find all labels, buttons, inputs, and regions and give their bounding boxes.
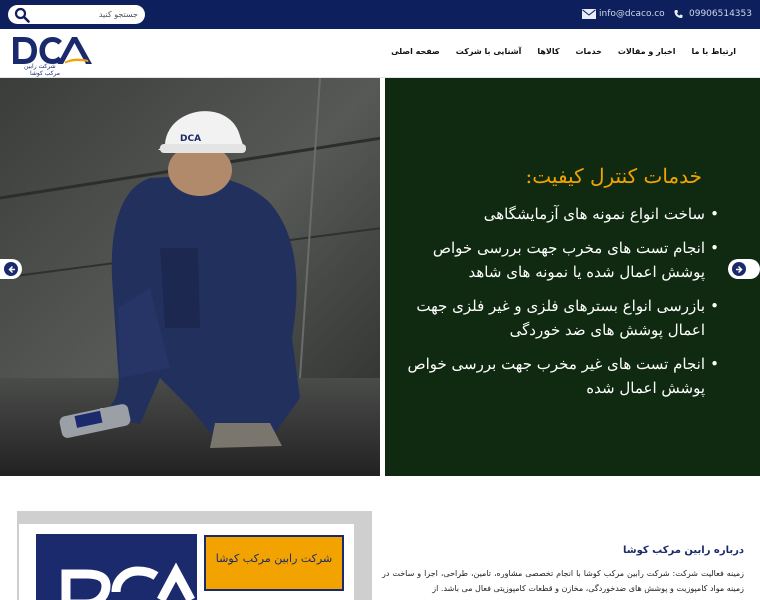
dca-logo-large bbox=[36, 534, 197, 600]
top-bar bbox=[0, 0, 760, 29]
main-nav bbox=[383, 47, 744, 56]
slider-next-button[interactable] bbox=[728, 259, 760, 279]
arrow-right-icon[interactable] bbox=[732, 262, 746, 276]
nav-item-about-company[interactable]: آشنایی با شرکت bbox=[455, 47, 522, 56]
logo-subtitle-line2: مرکب کوشا bbox=[30, 70, 60, 77]
arrow-left-icon[interactable] bbox=[4, 262, 18, 276]
mail-icon bbox=[582, 9, 596, 19]
list-item: ساخت انواع نمونه های آزمایشگاهی • bbox=[405, 202, 705, 226]
slider-prev-button[interactable] bbox=[0, 259, 22, 279]
nav-item-contact[interactable]: ارتباط با ما bbox=[691, 47, 736, 56]
phone-icon bbox=[674, 9, 683, 19]
hero-slider bbox=[0, 78, 760, 476]
hero-text-panel bbox=[385, 78, 760, 476]
hero-heading: خدمات کنترل کیفیت: bbox=[525, 164, 702, 188]
logo-subtitle-line1: شرکت رابین bbox=[24, 63, 56, 70]
about-logo-panel bbox=[36, 534, 197, 600]
search-box[interactable] bbox=[8, 5, 145, 24]
company-logo[interactable] bbox=[10, 34, 94, 76]
contact-phone[interactable] bbox=[674, 9, 752, 19]
nav-item-services[interactable]: خدمات bbox=[575, 47, 602, 56]
helmet-badge: DCA bbox=[180, 134, 202, 144]
search-input[interactable] bbox=[34, 7, 138, 22]
dca-logo-mark bbox=[10, 34, 94, 66]
about-name-banner-text: شرکت رابین مرکب کوشا bbox=[215, 552, 333, 565]
phone-text[interactable]: 09906514353 bbox=[689, 9, 752, 19]
list-item: انجام تست های مخرب جهت بررسی خواص پوشش اعمال شده یا نمونه های شاهد • bbox=[405, 236, 705, 284]
site-header bbox=[0, 29, 760, 78]
nav-item-home[interactable]: صفحه اصلی bbox=[391, 47, 440, 56]
list-item: انجام تست های غیر مخرب جهت بررسی خواص پوشش اعمال شده • bbox=[405, 352, 705, 400]
search-icon[interactable] bbox=[14, 7, 30, 23]
nav-item-news[interactable]: اخبار و مقالات bbox=[617, 47, 676, 56]
about-title: درباره رابین مرکب کوشا bbox=[622, 545, 744, 556]
email-text[interactable]: info@dcaco.co bbox=[599, 9, 665, 19]
contact-email[interactable] bbox=[582, 9, 665, 19]
inspector-photo bbox=[0, 78, 382, 476]
nav-item-products[interactable]: کالاها bbox=[537, 47, 560, 56]
list-item: بازرسی انواع بسترهای فلزی و غیر فلزی جهت اعمال پوشش های ضد خوردگی • bbox=[405, 294, 705, 342]
services-list bbox=[405, 202, 705, 410]
about-text: زمینه فعالیت شرکت: شرکت رابین مرکب کوشا با انجام تخصصی مشاوره، تامین، طراحی، اجرا و ساخت در زمینه مواد کامپوزیت و پوشش های ضدخوردگی، مخازن و قطعات کامپوزیتی فعال می باشد. از bbox=[382, 569, 744, 593]
